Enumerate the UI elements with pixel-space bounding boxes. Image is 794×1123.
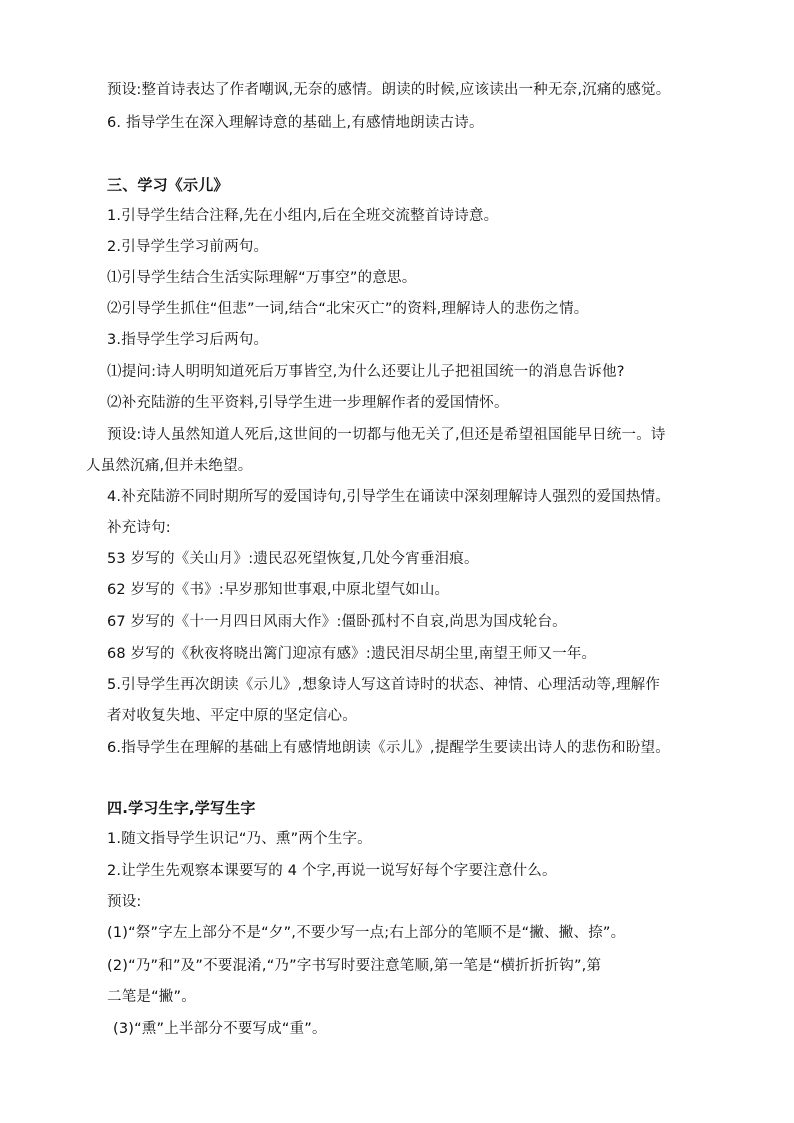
- paragraph-line: 预设:整首诗表达了作者嘲讽,无奈的感情。朗读的时候,应该读出一种无奈,沉痛的感觉。: [107, 82, 671, 98]
- paragraph-line: ⑴引导学生结合生活实际理解“万事空”的意思。: [107, 270, 417, 286]
- paragraph-line: (2)“乃”和”及”不要混淆,“乃”字书写时要注意笔顺,第一笔是“横折折折钩”,第: [107, 958, 602, 974]
- paragraph-line: 6.指导学生在理解的基础上有感情地朗读《示儿》,提醒学生要读出诗人的悲伤和盼望。: [107, 740, 670, 756]
- paragraph-line: 4.补充陆游不同时期所写的爱国诗句,引导学生在诵读中深刻理解诗人强烈的爱国热情。: [107, 489, 670, 505]
- paragraph-line: 1.引导学生结合注释,先在小组内,后在全班交流整首诗诗意。: [107, 208, 499, 224]
- paragraph-line: (3)“熏”上半部分不要写成“重”。: [113, 1021, 327, 1037]
- paragraph-line: 2.引导学生学习前两句。: [107, 239, 269, 255]
- paragraph-line: 3.指导学生学习后两句。: [107, 332, 269, 348]
- paragraph-line: 53 岁写的《关山月》:遗民忍死望恢复,几处今宵垂泪痕。: [107, 551, 479, 567]
- paragraph-line: 人虽然沉痛,但并未绝望。: [86, 458, 253, 474]
- paragraph-line: ⑵补充陆游的生平资料,引导学生进一步理解作者的爱国情怀。: [107, 395, 509, 411]
- section-heading: 四.学习生字,学写生字: [107, 799, 256, 817]
- paragraph-line: ⑵引导学生抓住“但悲”一词,结合“北宋灭亡”的资料,理解诗人的悲伤之情。: [107, 301, 589, 317]
- section-heading: 三、学习《示儿》: [107, 176, 229, 194]
- paragraph-line: 者对收复失地、平定中原的坚定信心。: [107, 708, 357, 724]
- paragraph-line: 二笔是“撇”。: [107, 989, 196, 1005]
- paragraph-line: 6. 指导学生在深入理解诗意的基础上,有感情地朗读古诗。: [107, 115, 484, 131]
- paragraph-line: ⑴提问:诗人明明知道死后万事皆空,为什么还要让儿子把祖国统一的消息告诉他?: [107, 364, 625, 380]
- paragraph-line: 68 岁写的《秋夜将晓出篱门迎凉有感》:遗民泪尽胡尘里,南望王师又一年。: [107, 646, 597, 662]
- paragraph-line: 5.引导学生再次朗读《示儿》,想象诗人写这首诗时的状态、神情、心理活动等,理解作: [107, 677, 661, 693]
- paragraph-line: 预设:: [107, 894, 142, 910]
- paragraph-line: 62 岁写的《书》:早岁那知世事艰,中原北望气如山。: [107, 582, 450, 598]
- paragraph-line: 补充诗句:: [107, 520, 171, 536]
- paragraph-line: (1)“祭”字左上部分不是“夕”,不要少写一点;右上部分的笔顺不是“撇、撇、捺”。: [107, 925, 626, 941]
- paragraph-line: 预设:诗人虽然知道人死后,这世间的一切都与他无关了,但还是希望祖国能早日统一。诗: [107, 427, 666, 443]
- paragraph-line: 2.让学生先观察本课要写的 4 个字,再说一说写好每个字要注意什么。: [107, 863, 557, 879]
- paragraph-line: 67 岁写的《十一月四日风雨大作》:僵卧孤村不自哀,尚思为国戍轮台。: [107, 614, 567, 630]
- paragraph-line: 1.随文指导学生识记“乃、熏”两个生字。: [107, 831, 372, 847]
